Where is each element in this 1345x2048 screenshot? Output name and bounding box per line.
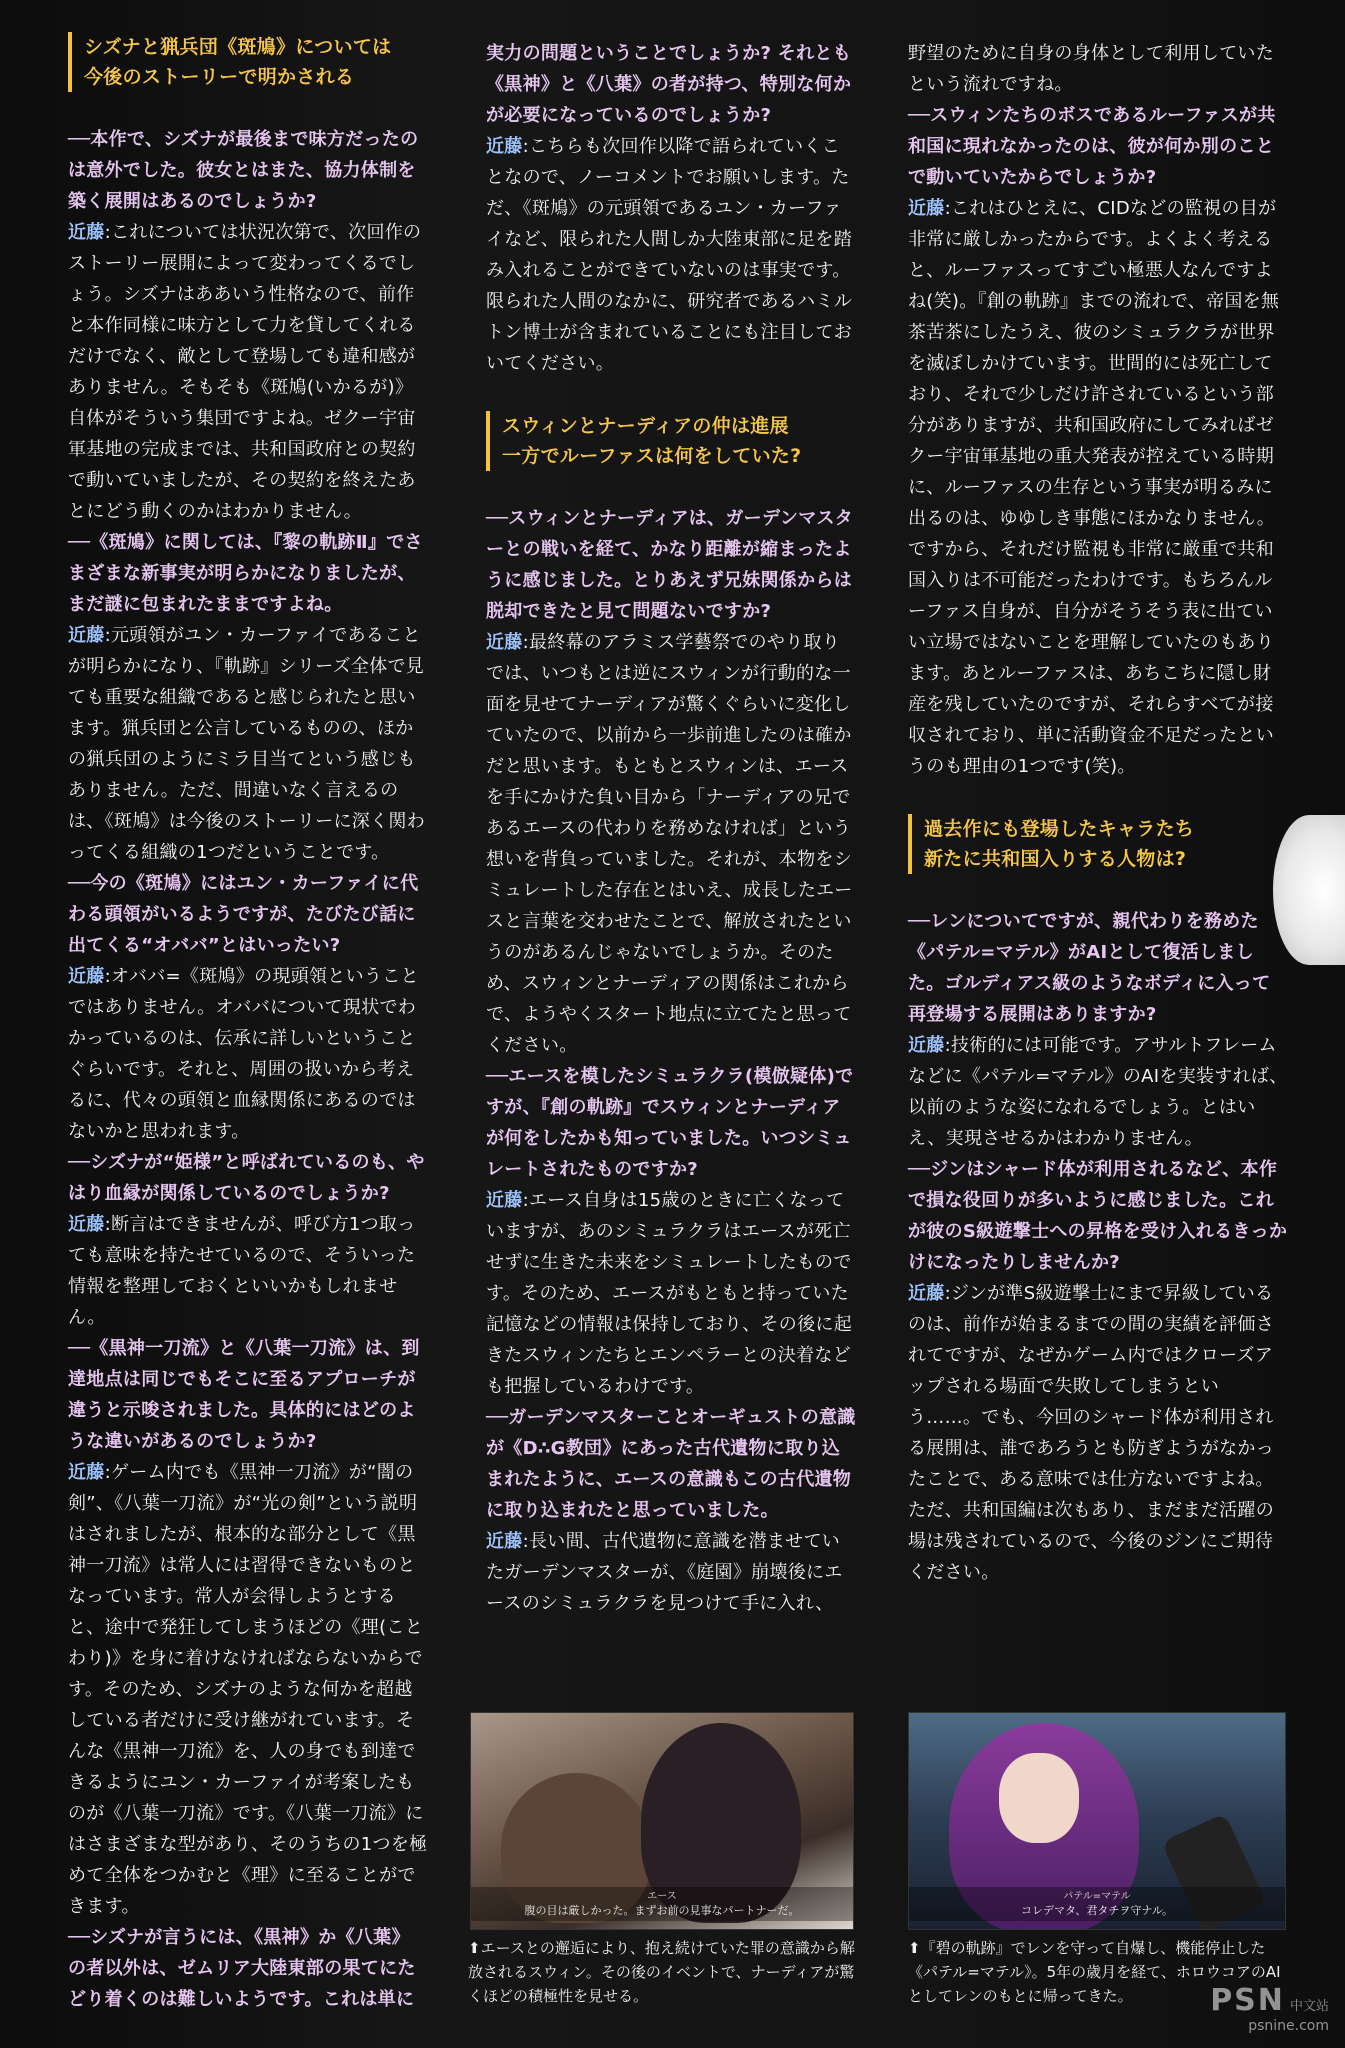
- question: ──スウィンたちのボスであるルーファスが共和国に現れなかったのは、彼が何か別のことで動いていたからでしょうか?: [908, 105, 1276, 188]
- question: ──本作で、シズナが最後まで味方だったのは意外でした。彼女とはまた、協力体制を築く展開はあるのでしょうか?: [68, 129, 419, 212]
- answer: 近藤:これについては状況次第で、次回作のストーリー展開によって変わってくるでしょう。シズナはああいう性格なので、前作と本作同様に味方として力を貸してくれるだけでなく、敵として登場しても違和感がありません。そもそも《斑鳩(いかるが)》自体がそういう集団ですよね。ゼクー宇宙軍基地の完成までは、共和国政府との契約で動いていましたが、その契約を終えたあとにどう動くのかはわかりません。: [68, 222, 422, 522]
- site-watermark: [1210, 1983, 1329, 2034]
- answer: 近藤:エース自身は15歳のときに亡くなっていますが、あのシミュラクラはエースが死亡せずに生きた未来をシミュレートしたものです。そのため、エースがもともと持っていた記憶などの情報は保持しており、その後に起きたスウィンたちとエンペラーとの決着なども把握しているわけです。: [486, 1190, 852, 1397]
- question: ──今の《斑鳩》にはユン・カーファイに代わる頭領がいるようですが、たびたび話に出てくる“オババ”とはいったい?: [68, 873, 419, 956]
- character-face: [999, 1753, 1079, 1843]
- question: ──エースを模したシミュラクラ(模倣疑体)ですが、『創の軌跡』でスウィンとナーディアが何をしたかも知っていました。いつシミュレートされたものですか?: [486, 1066, 854, 1180]
- answer: 近藤:こちらも次回作以降で語られていくことなので、ノーコメントでお願いします。ただ、《斑鳩》の元頭領であるユン・カーファイなど、限られた人間しか大陸東部に足を踏み入れることができていないのは事実です。限られた人間のなかに、研究者であるハミルトン博士が含まれていることにも注目しておいてください。: [486, 136, 852, 374]
- section-heading-2: スウィンとナーディアの仲は進展 一方でルーファスは何をしていた?: [486, 411, 856, 471]
- question: ──スウィンとナーディアは、ガーデンマスターとの戦いを経て、かなり距離が縮まったように感じました。とりあえず兄妹関係からは脱却できたと見て問題ないですか?: [486, 508, 854, 622]
- question: ──ジンはシャード体が利用されるなど、本作で損な役回りが多いように感じました。これが彼のS級遊撃士への昇格を受け入れるきっかけになったりしませんか?: [908, 1159, 1288, 1273]
- question: ──シズナが言うには、《黒神》か《八葉》の者以外は、ゼムリア大陸東部の果てにたどり着くのは難しいようです。これは単に: [68, 1927, 416, 2010]
- question: ──ガーデンマスターことオーギュストの意識が《D∴G教団》にあった古代遺物に取り込まれたように、エースの意識もこの古代遺物に取り込まれたと思っていました。: [486, 1407, 856, 1521]
- answer: 近藤:技術的には可能です。アサルトフレームなどに《パテル=マテル》のAIを実装すれば、以前のような姿になれるでしょう。とはいえ、実現させるかはわかりません。: [908, 1035, 1288, 1149]
- question: ──レンについてですが、親代わりを務めた《パテル=マテル》がAIとして復活しました。ゴルディアス級のようなボディに入って再登場する展開はありますか?: [908, 911, 1271, 1025]
- column-1: [68, 32, 428, 2015]
- section-heading-3: 過去作にも登場したキャラたち 新たに共和国入りする人物は?: [908, 814, 1288, 874]
- answer: 野望のために自身の身体として利用していたという流れですね。: [908, 43, 1274, 95]
- question: ──シズナが“姫様”と呼ばれているのも、やはり血縁が関係しているのでしょうか?: [68, 1152, 425, 1204]
- answer: 近藤:断言はできませんが、呼び方1つ取っても意味を持たせているので、そういった情報を整理しておくといいかもしれません。: [68, 1214, 416, 1328]
- question: ──《斑鳩》に関しては、『黎の軌跡Ⅱ』でさまざまな新事実が明らかになりましたが、まだ謎に包まれたままですよね。: [68, 532, 423, 615]
- answer: 近藤:ジンが準S級遊撃士にまで昇級しているのは、前作が始まるまでの間の実績を評価されてですが、なぜかゲーム内ではクローズアップされる場面で失敗してしまうという……。でも、今回のシャード体が利用される展開は、誰であろうとも防ぎようがなかったことで、ある意味では仕方ないですよね。ただ、共和国編は次もあり、まだまだ活躍の場は残されているので、今後のジンにご期待ください。: [908, 1283, 1274, 1583]
- photo-caption-2: ⬆『碧の軌跡』でレンを守って自爆し、機能停止した《パテル=マテル》。5年の歳月を経て、ホロウコアのAIとしてレンのもとに帰ってきた。: [908, 1939, 1281, 2005]
- question: 実力の問題ということでしょうか? それとも《黒神》と《八葉》の者が持つ、特別な何かが必要になっているのでしょうか?: [486, 43, 852, 126]
- photo-caption-1: ⬆エースとの邂逅により、抱え続けていた罪の意識から解放されるスウィン。その後のイベントで、ナーディアが驚くほどの積極性を見せる。: [468, 1939, 855, 2005]
- answer: 近藤:長い間、古代遺物に意識を潜ませていたガーデンマスターが、《庭園》崩壊後にエースのシミュラクラを見つけて手に入れ、: [486, 1531, 843, 1614]
- game-subtitle: エース 腹の目は厳しかった。まずお前の見事なパートナーだ。: [471, 1887, 853, 1921]
- watermark-url: psnine.com: [1248, 2018, 1329, 2034]
- watermark-cn: 中文站: [1289, 1999, 1329, 2014]
- column-2: [486, 38, 856, 1619]
- answer: 近藤:ゲーム内でも《黒神一刀流》が“闇の剣”、《八葉一刀流》が“光の剣”という説明はされましたが、根本的な部分として《黒神一刀流》は常人には習得できないものとなっています。常人が会得しようとすると、途中で発狂してしまうほどの《理(ことわり)》を身に着けなければならないからです。そのため、シズナのような何かを超越している者だけに受け継がれています。そんな《黒神一刀流》を、人の身でも到達できるようにユン・カーファイが考案したものが《八葉一刀流》です。《八葉一刀流》にはさまざまな型があり、そのうちの1つを極めて全体をつかむと《理》に至ることができます。: [68, 1462, 428, 1917]
- game-subtitle: パテル=マテル コレデマタ、君タチヲ守ナル。: [909, 1887, 1285, 1921]
- answer: 近藤:最終幕のアラミス学藝祭でのやり取りでは、いつもとは逆にスウィンが行動的な一面を見せてナーディアが驚くぐらいに変化していたので、以前から一歩前進したのは確かだと思います。もともとスウィンは、エースを手にかけた負い目から「ナーディアの兄であるエースの代わりを務めなければ」という想いを背負っていました。それが、本物をシミュレートした存在とはいえ、成長したエースと言葉を交わせたことで、解放されたというのがあるんじゃないでしょうか。そのため、スウィンとナーディアの関係はこれからで、ようやくスタート地点に立てたと思ってください。: [486, 632, 853, 1056]
- game-screenshot-swin: [470, 1712, 854, 1930]
- watermark-logo: PSN: [1210, 1983, 1285, 2018]
- section-heading-1: シズナと猟兵団《斑鳩》については 今後のストーリーで明かされる: [68, 32, 428, 92]
- white-glove: [1273, 815, 1345, 965]
- column-3: [908, 38, 1288, 1588]
- answer: 近藤:元頭領がユン・カーファイであることが明らかになり、『軌跡』シリーズ全体で見ても重要な組織であると感じられたと思います。猟兵団と公言しているものの、ほかの猟兵団のようにミラ目当てという感じもありません。ただ、間違いなく言えるのは、《斑鳩》は今後のストーリーに深く関わってくる組織の1つだということです。: [68, 625, 425, 863]
- answer: 近藤:オババ=《斑鳩》の現頭領ということではありません。オババについて現状でわかっているのは、伝承に詳しいということぐらいです。それと、周囲の扱いから考えるに、代々の頭領と血縁関係にあるのではないかと思われます。: [68, 966, 419, 1142]
- question: ──《黒神一刀流》と《八葉一刀流》は、到達地点は同じでもそこに至るアプローチが違うと示唆されました。具体的にはどのような違いがあるのでしょうか?: [68, 1338, 420, 1452]
- answer: 近藤:これはひとえに、CIDなどの監視の目が非常に厳しかったからです。よくよく考えると、ルーファスってすごい極悪人なんですよね(笑)。『創の軌跡』までの流れで、帝国を無茶苦茶にしたうえ、彼のシミュラクラが世界を滅ぼしかけています。世間的には死亡しており、それで少しだけ許されているという部分がありますが、共和国政府にしてみればゼクー宇宙軍基地の重大発表が控えている時期に、ルーファスの生存という事実が明るみに出るのは、ゆゆしき事態にほかなりません。ですから、それだけ監視も非常に厳重で共和国入りは不可能だったわけです。もちろんルーファス自身が、自分がそうそう表に出ていい立場ではないことを理解していたのもあります。あとルーファスは、あちこちに隠し財産を残していたのですが、それらすべてが接収されており、単に活動資金不足だったというのも理由の1つです(笑)。: [908, 198, 1280, 777]
- game-screenshot-ren: [908, 1712, 1286, 1930]
